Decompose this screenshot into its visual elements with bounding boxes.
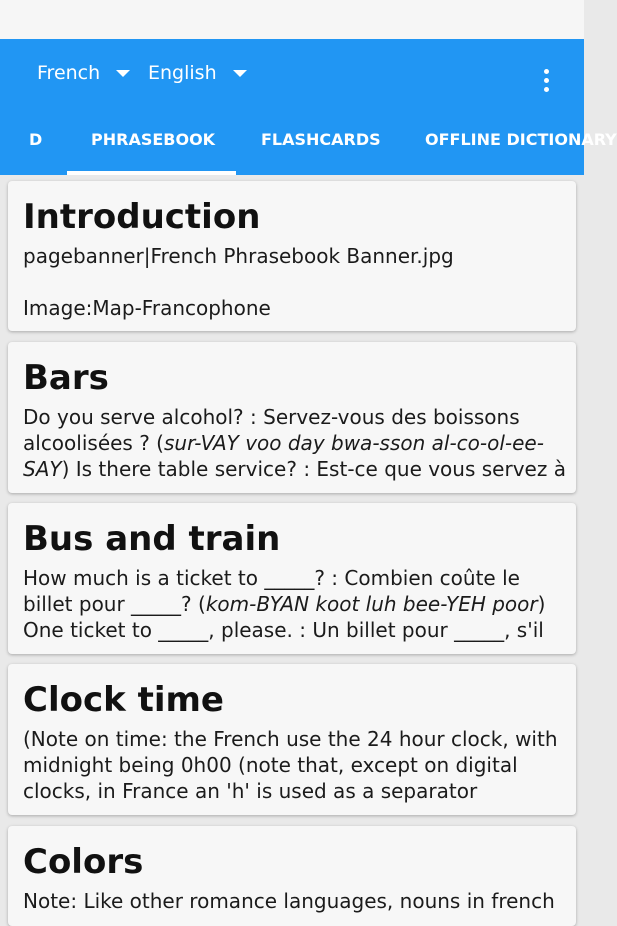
status-bar xyxy=(0,0,584,39)
card-line: Image:Map-Francophone xyxy=(23,296,271,320)
card-text xyxy=(23,243,571,321)
pronunciation: kom-BYAN koot luh bee-YEH poor xyxy=(205,592,538,616)
tab-label: FLASHCARDS xyxy=(261,130,381,149)
tab-phrasebook[interactable] xyxy=(91,130,231,158)
tab-partial[interactable] xyxy=(29,130,45,158)
card-text-part: ) One ticket to _____, please. : Un billet pour _____, s'il xyxy=(23,592,546,642)
pronunciation: sur-VAY voo day bwa-sson al-co-ol-ee-SAY xyxy=(23,431,544,481)
target-language-label: English xyxy=(148,62,217,84)
tab-offline-dictionary[interactable] xyxy=(425,130,617,158)
phrasebook-card-bars[interactable] xyxy=(8,342,576,493)
phrasebook-card-clock-time[interactable] xyxy=(8,664,576,815)
card-title: Clock time xyxy=(23,680,224,720)
tab-flashcards[interactable] xyxy=(261,130,401,158)
card-title: Bus and train xyxy=(23,519,281,559)
phrasebook-card-introduction[interactable] xyxy=(8,181,576,331)
card-text: Note: Like other romance languages, nouns in french xyxy=(23,889,555,913)
card-line: pagebanner|French Phrasebook Banner.jpg xyxy=(23,244,454,268)
more-vert-icon[interactable] xyxy=(538,66,558,96)
card-text-part: ) Is there table service? : Est-ce que vous servez à xyxy=(61,457,566,481)
source-language-selector[interactable] xyxy=(37,62,130,84)
phrasebook-card-colors[interactable] xyxy=(8,826,576,926)
card-text-part: How much is a ticket to _____? : Combien coûte le billet pour _____? ( xyxy=(23,566,520,616)
card-title: Bars xyxy=(23,358,109,398)
selected-tab-indicator xyxy=(67,171,236,175)
tab-label: PHRASEBOOK xyxy=(91,130,216,149)
tab-label: OFFLINE DICTIONARY xyxy=(425,130,617,149)
dropdown-arrow-icon xyxy=(116,70,130,77)
card-text xyxy=(23,565,571,643)
dropdown-arrow-icon xyxy=(233,70,247,77)
card-text: (Note on time: the French use the 24 hour clock, with midnight being 0h00 (note that, except on digital clocks, in France an 'h' is used as a separator xyxy=(23,727,558,803)
card-text xyxy=(23,404,571,482)
source-language-label: French xyxy=(37,62,101,84)
card-text-part: Do you serve alcohol? : Servez-vous des boissons alcoolisées ? ( xyxy=(23,405,520,455)
phrasebook-card-bus-and-train[interactable] xyxy=(8,503,576,654)
card-title: Colors xyxy=(23,842,144,882)
tab-label: D xyxy=(29,130,43,149)
target-language-selector[interactable] xyxy=(148,62,247,84)
card-title: Introduction xyxy=(23,197,261,237)
